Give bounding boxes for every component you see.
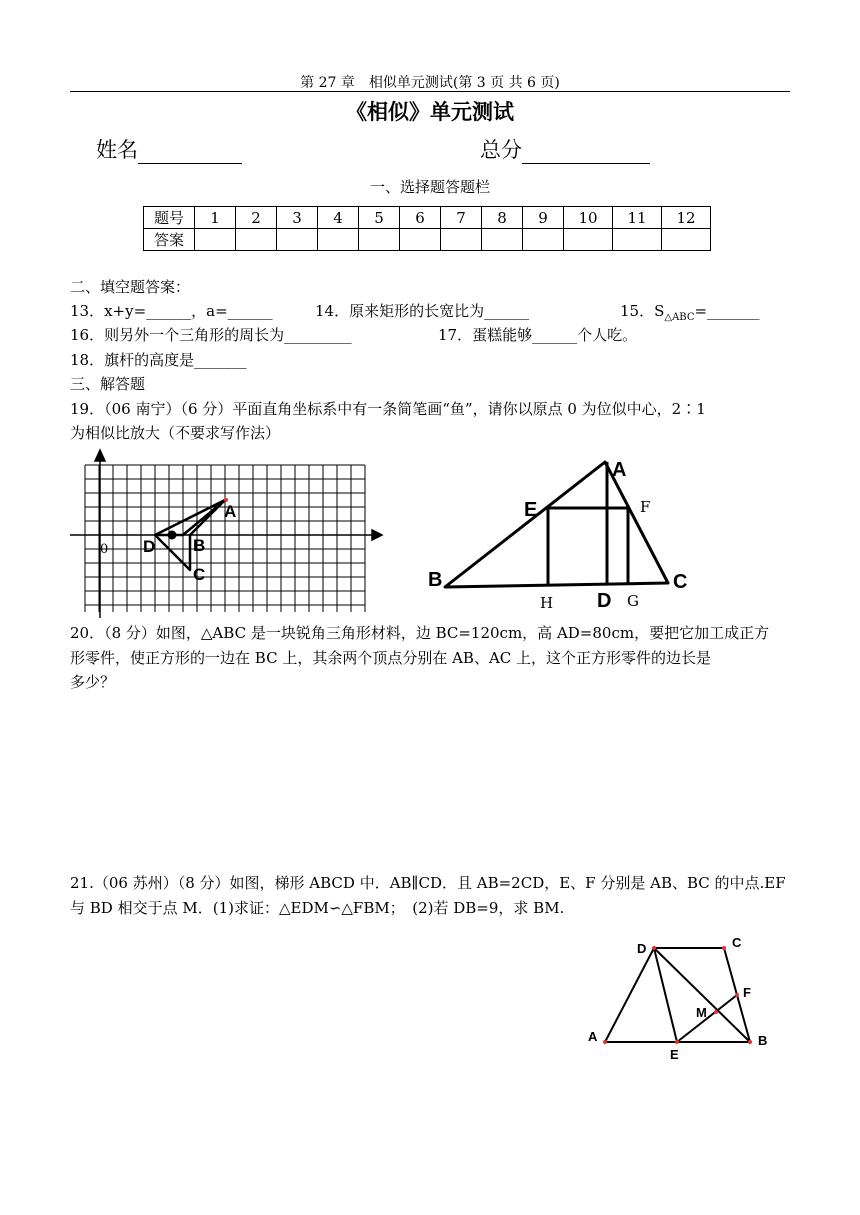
question-15 bbox=[620, 300, 760, 323]
tri-label-a: A bbox=[612, 459, 627, 481]
name-field bbox=[96, 134, 242, 164]
point-b-marker bbox=[748, 1040, 752, 1044]
answer-cell[interactable] bbox=[523, 229, 564, 251]
tri-label-h: H bbox=[540, 594, 554, 612]
table-cell: 3 bbox=[277, 207, 318, 229]
point-c-marker bbox=[722, 946, 726, 950]
coordinate-axes bbox=[70, 450, 382, 618]
q15-subscript: △ABC bbox=[664, 312, 695, 323]
question-13: 13．x+y=______，a=______ bbox=[70, 302, 273, 320]
table-cell: 7 bbox=[441, 207, 482, 229]
table-cell: 2 bbox=[236, 207, 277, 229]
fish-label-a: A bbox=[224, 502, 237, 521]
q15-suffix: =_______ bbox=[694, 302, 760, 320]
origin-label: 0 bbox=[100, 542, 109, 557]
answer-cell[interactable] bbox=[318, 229, 359, 251]
trap-label-a: A bbox=[588, 1029, 598, 1044]
question-20-line2: 形零件，使正方形的一边在 BC 上，其余两个顶点分别在 AB、AC 上，这个正方形零件的边长是 bbox=[70, 649, 712, 667]
trapezoid-point-markers bbox=[603, 946, 752, 1044]
fish-label-b: B bbox=[193, 536, 206, 555]
answer-cell[interactable] bbox=[564, 229, 613, 251]
score-field bbox=[480, 134, 650, 164]
answer-cell[interactable] bbox=[400, 229, 441, 251]
question-16: 16．则另外一个三角形的周长为_________ bbox=[70, 326, 352, 344]
question-20-line1: 20．（8 分）如图，△ABC 是一块锐角三角形材料，边 BC=120cm，高 AD=80cm，要把它加工成正方 bbox=[70, 624, 770, 642]
tri-label-f: F bbox=[640, 498, 651, 516]
fish-label-c: C bbox=[193, 565, 206, 584]
question-21-line1: 21.（06 苏州）（8 分）如图，梯形 ABCD 中．AB∥CD．且 AB=2CD，E、F 分别是 AB、BC 的中点.EF bbox=[70, 874, 786, 892]
answer-cell[interactable] bbox=[482, 229, 523, 251]
table-cell: 10 bbox=[564, 207, 613, 229]
trap-label-d: D bbox=[637, 941, 647, 956]
point-m-marker bbox=[714, 1010, 718, 1014]
header-rule bbox=[70, 91, 790, 92]
table-row bbox=[144, 207, 711, 229]
answer-cell[interactable] bbox=[236, 229, 277, 251]
running-header: 第 27 章 相似单元测试(第 3 页 共 6 页) bbox=[300, 75, 560, 91]
score-label: 总分 bbox=[480, 138, 522, 162]
question-18: 18．旗杆的高度是_______ bbox=[70, 351, 247, 369]
table-cell: 1 bbox=[195, 207, 236, 229]
row-label-number: 题号 bbox=[144, 207, 195, 229]
answer-cell[interactable] bbox=[359, 229, 400, 251]
triangle-abc bbox=[445, 462, 668, 587]
table-cell: 6 bbox=[400, 207, 441, 229]
table-cell: 9 bbox=[523, 207, 564, 229]
triangle-square-figure bbox=[420, 452, 700, 617]
answer-cell[interactable] bbox=[195, 229, 236, 251]
row-label-answer: 答案 bbox=[144, 229, 195, 251]
table-cell: 4 bbox=[318, 207, 359, 229]
answer-cell[interactable] bbox=[613, 229, 662, 251]
trap-label-e: E bbox=[670, 1047, 679, 1062]
answer-cell[interactable] bbox=[441, 229, 482, 251]
fish-eye bbox=[168, 531, 177, 540]
answer-cell[interactable] bbox=[277, 229, 318, 251]
table-cell: 5 bbox=[359, 207, 400, 229]
point-f-marker bbox=[735, 993, 739, 997]
name-label: 姓名 bbox=[96, 138, 138, 162]
tri-label-c: C bbox=[673, 571, 688, 593]
trap-label-m: M bbox=[696, 1005, 707, 1020]
table-cell: 12 bbox=[662, 207, 711, 229]
question-17: 17．蛋糕能够______个人吃。 bbox=[438, 326, 638, 344]
question-19-line1: 19．（06 南宁）（6 分）平面直角坐标系中有一条简笔画“鱼”，请你以原点 0 为位似中心，2∶1 bbox=[70, 400, 706, 418]
page-title: 《相似》单元测试 bbox=[346, 100, 514, 124]
q15-prefix: 15．S bbox=[620, 302, 665, 320]
answer-cell[interactable] bbox=[662, 229, 711, 251]
tri-label-b: B bbox=[428, 569, 443, 591]
name-blank[interactable] bbox=[138, 143, 242, 164]
tri-label-d: D bbox=[597, 590, 612, 612]
section3-heading: 三、解答题 bbox=[70, 375, 146, 393]
point-a-marker bbox=[603, 1040, 607, 1044]
trapezoid-figure bbox=[580, 930, 780, 1065]
score-blank[interactable] bbox=[522, 143, 650, 164]
question-20-line3: 多少？ bbox=[70, 673, 116, 691]
section2-heading: 二、填空题答案： bbox=[70, 278, 191, 296]
tri-label-e: E bbox=[524, 499, 538, 521]
table-row bbox=[144, 229, 711, 251]
point-d-marker bbox=[652, 946, 656, 950]
table-cell: 11 bbox=[613, 207, 662, 229]
trap-label-b: B bbox=[758, 1033, 768, 1048]
inner-square bbox=[548, 508, 628, 585]
question-21-line2: 与 BD 相交于点 M．(1)求证：△EDM∽△FBM； (2)若 DB=9，求 BM. bbox=[70, 899, 565, 917]
trap-label-c: C bbox=[732, 935, 742, 950]
trapezoid-abcd bbox=[605, 948, 750, 1042]
grid-lines bbox=[85, 465, 365, 612]
answer-space-20[interactable] bbox=[70, 700, 790, 860]
section1-heading: 一、选择题答题栏 bbox=[369, 178, 490, 196]
fish-label-d: D bbox=[143, 537, 156, 556]
answer-table bbox=[143, 206, 711, 251]
question-14: 14．原来矩形的长宽比为______ bbox=[315, 302, 530, 320]
trap-label-f: F bbox=[743, 985, 751, 1000]
fish-grid-figure bbox=[65, 446, 390, 621]
table-cell: 8 bbox=[482, 207, 523, 229]
question-19-line2: 为相似比放大（不要求写作法） bbox=[70, 424, 281, 442]
tri-label-g: G bbox=[627, 592, 639, 610]
point-e-marker bbox=[675, 1040, 679, 1044]
